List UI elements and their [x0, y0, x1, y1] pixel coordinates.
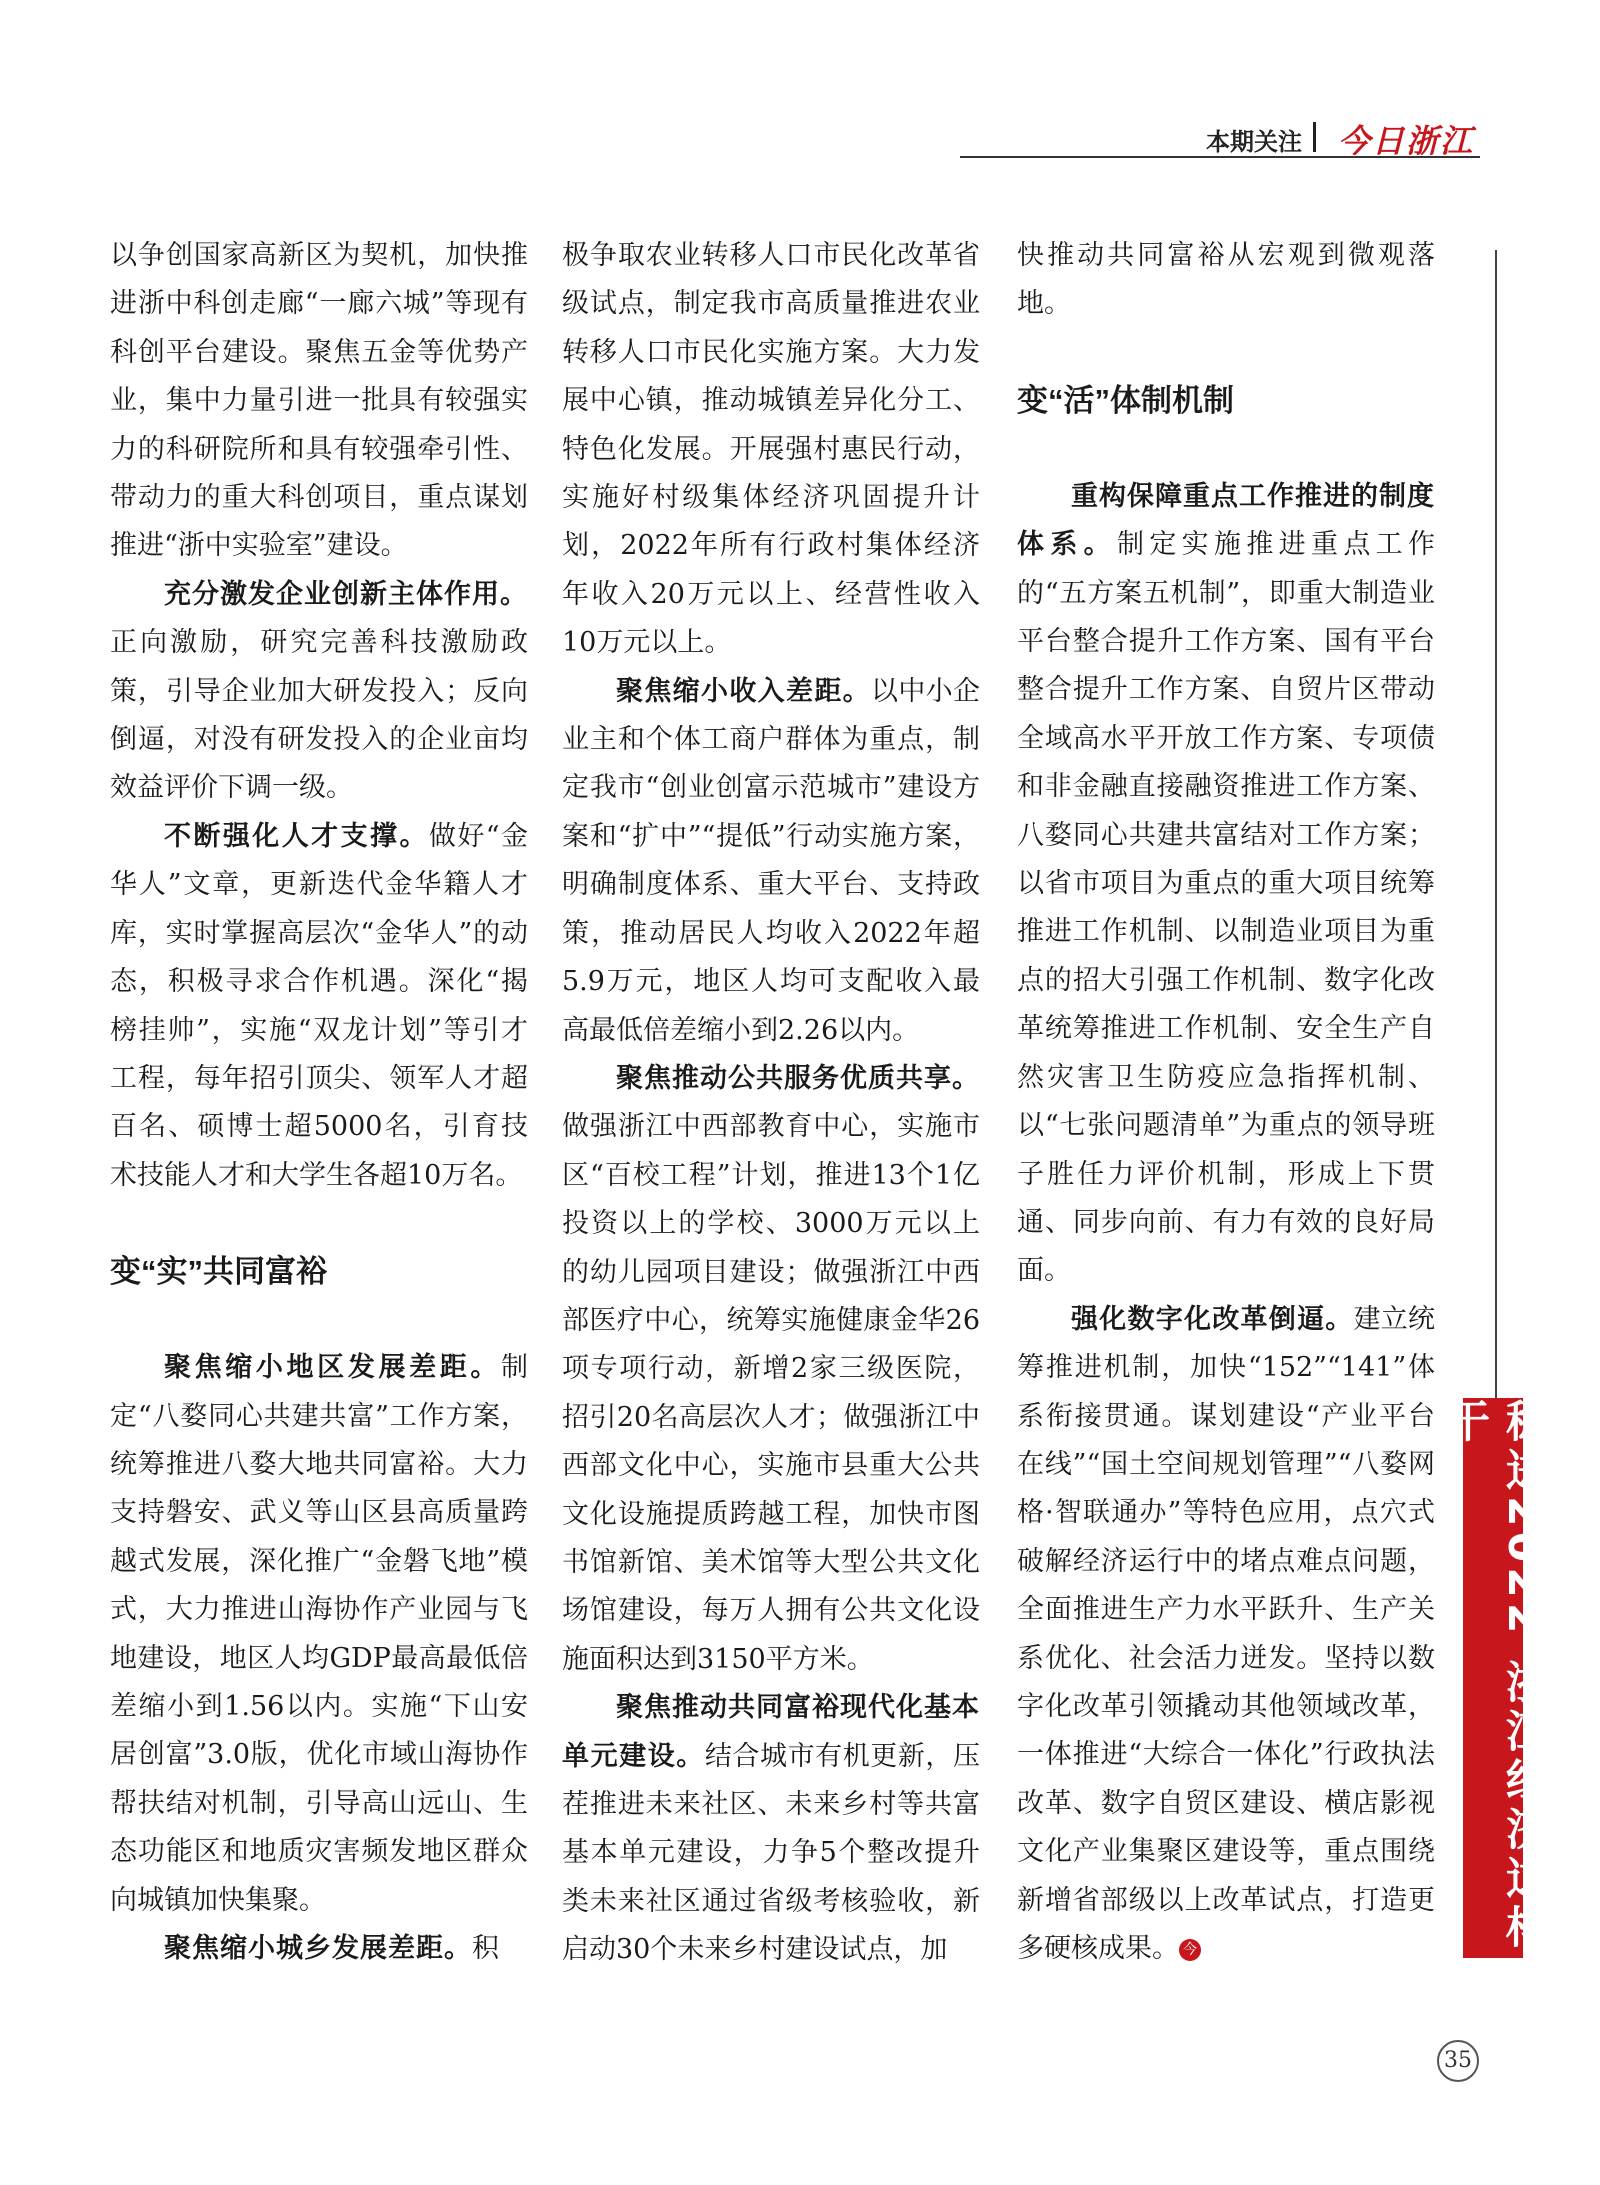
page-number: 35 [1437, 2040, 1479, 2082]
paragraph-lead: 充分激发企业创新主体作用。 [164, 578, 528, 610]
paragraph: 聚焦推动共同富裕现代化基本单元建设。结合城市有机更新，压茬推进未来社区、未来乡村等共富基本单元建设，力争5个整改提升类未来社区通过省级考核验收，新启动30个未来乡村建设试点，加 [562, 1692, 981, 1966]
paragraph: 强化数字化改革倒逼。建立统筹推进机制，加快“152”“141”体系衔接贯通。谋划建设“产业平台在线”“国土空间规划管理”“八婺网格·智联通办”等特色应用，点穴式破解经济运行中的堵点难点问题，全面推进生产力水平跃升、生产关系优化、社会活力迸发。坚持以数字化改革引领撬动其他领域改革，一体推进“大综合一体化”行政执法改革、数字自贸区建设、横店影视文化产业集聚区建设等，重点围绕新增省部级以上改革试点，打造更多硬核成果。 今 [1017, 1303, 1435, 1964]
paragraph-lead: 重构保障重点工作推进的制度体系。 [1017, 480, 1435, 561]
paragraph: 重构保障重点工作推进的制度体系。制定实施推进重点工作的“五方案五机制”，即重大制造业平台整合提升工作方案、国有平台整合提升工作方案、自贸片区带动全域高水平开放工作方案、专项债和非金融直接融资推进工作方案、八婺同心共建共富结对工作方案；以省市项目为重点的重大项目统筹推进工作机制、以制造业项目为重点的招大引强工作机制、数字化改革统筹推进工作机制、安全生产自然灾害卫生防疫应急指挥机制、以“七张问题清单”为重点的领导班子胜任力评价机制，形成上下贯通、同步向前、有力有效的良好局面。 [1017, 480, 1435, 1287]
paragraph-lead: 强化数字化改革倒逼。 [1071, 1303, 1354, 1335]
end-mark-icon: 今 [1179, 1939, 1201, 1961]
section-heading: 变“实”共同富裕 [110, 1254, 327, 1290]
paragraph: 聚焦推动公共服务优质共享。做强浙江中西部教育中心，实施市区“百校工程”计划，推进13个1亿投资以上的学校、3000万元以上的幼儿园项目建设；做强浙江中西部医疗中心，统筹实施健康金华26项专项行动，新增2家三级医院，招引20名高层次人才；做强浙江中西部文化中心，实施市县重大公共文化设施提质跨越工程，加快市图书馆新馆、美术馆等大型公共文化场馆建设，每万人拥有公共文化设施面积达到3150平方米。 [562, 1062, 980, 1675]
paragraph-lead: 聚焦缩小地区发展差距。 [164, 1352, 501, 1384]
paragraph: 不断强化人才支撑。做好“金华人”文章，更新迭代金华籍人才库，实时掌握高层次“金华人”的动态，积极寻求合作机遇。深化“揭榜挂帅”，实施“双龙计划”等引才工程，每年招引顶尖、领军人才超百名、硕博士超5000名，引育技术技能人才和大学生各超10万名。 [110, 820, 528, 1191]
header-divider [1313, 122, 1316, 152]
paragraph-lead: 聚焦推动公共服务优质共享。 [616, 1062, 980, 1094]
sidebar-title: 稳进2022 浙江经济这样干 [1438, 1398, 1549, 1953]
magazine-logo: 今日浙江 [1337, 122, 1474, 160]
column-1 [110, 232, 528, 1973]
section-heading: 变“活”体制机制 [1017, 382, 1234, 418]
paragraph: 聚焦缩小城乡发展差距。积 [164, 1933, 499, 1964]
sidebar-banner [1438, 1398, 1549, 1958]
paragraph: 极争取农业转移人口市民化改革省级试点，制定我市高质量推进农业转移人口市民化实施方案。大力发展中心镇，推动城镇差异化分工、特色化发展。开展强村惠民行动，实施好村级集体经济巩固提升计划，2022年所有行政村集体经济年收入20万元以上、经营性收入10万元以上。 [562, 240, 980, 659]
paragraph: 以争创国家高新区为契机，加快推进浙中科创走廊“一廊六城”等现有科创平台建设。聚焦五金等优势产业，集中力量引进一批具有较强实力的科研院所和具有较强牵引性、带动力的重大科创项目，重点谋划推进“浙中实验室”建设。 [110, 240, 528, 562]
paragraph: 聚焦缩小收入差距。以中小企业主和个体工商户群体为重点，制定我市“创业创富示范城市”建设方案和“扩中”“提低”行动实施方案，明确制度体系、重大平台、支持政策，推动居民人均收入2022年超5.9万元，地区人均可支配收入最高最低倍差缩小到2.26以内。 [562, 675, 980, 1046]
page-header [960, 118, 1480, 158]
paragraph-lead: 不断强化人才支撑。 [164, 820, 429, 852]
paragraph: 聚焦缩小地区发展差距。制定“八婺同心共建共富”工作方案，统筹推进八婺大地共同富裕。大力支持磐安、武义等山区县高质量跨越式发展，深化推广“金磐飞地”模式，大力推进山海协作产业园与飞地建设，地区人均GDP最高最低倍差缩小到1.56以内。实施“下山安居创富”3.0版，优化市域山海协作帮扶结对机制，引导高山远山、生态功能区和地质灾害频发地区群众向城镇加快集聚。 [110, 1352, 528, 1916]
paragraph-lead: 聚焦推动共同富裕现代化基本单元建设。 [562, 1692, 980, 1772]
paragraph-lead: 聚焦缩小收入差距。 [616, 675, 871, 707]
paragraph-lead: 聚焦缩小城乡发展差距。 [164, 1933, 472, 1964]
column-3 [1017, 232, 1435, 1973]
paragraph: 快推动共同富裕从宏观到微观落地。 [1017, 240, 1435, 320]
paragraph: 充分激发企业创新主体作用。正向激励，研究完善科技激励政策，引导企业加大研发投入；反向倒逼，对没有研发投入的企业亩均效益评价下调一级。 [110, 578, 528, 804]
column-2 [562, 232, 980, 1975]
section-label: 本期关注 [1206, 129, 1302, 156]
